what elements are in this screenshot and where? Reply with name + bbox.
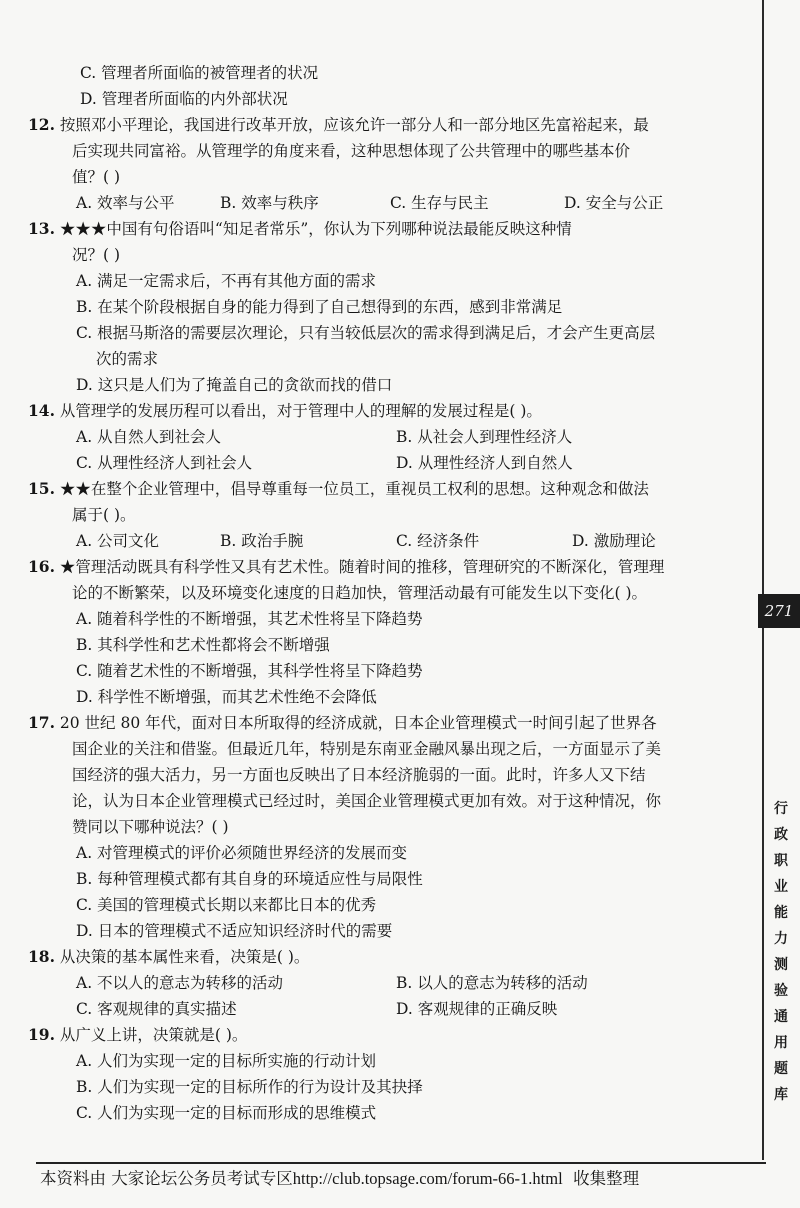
q18-text-1: 从决策的基本属性来看，决策是( )。 — [59, 948, 310, 966]
q13-option-b: B. 在某个阶段根据自身的能力得到了自己想得到的东西，感到非常满足 — [76, 298, 563, 316]
q14-text-1: 从管理学的发展历程可以看出，对于管理中人的理解的发展过程是( )。 — [59, 402, 542, 420]
q18-option-c: C. 客观规律的真实描述 — [76, 1000, 237, 1018]
q18-option-b: B. 以人的意志为转移的活动 — [396, 974, 588, 992]
q17-option-c: C. 美国的管理模式长期以来都比日本的优秀 — [76, 896, 377, 914]
book-title-vertical — [766, 796, 796, 1108]
q12-option-c: C. 生存与民主 — [390, 194, 489, 212]
q17-stem-1 — [28, 710, 657, 736]
q17-option-d: D. 日本的管理模式不适应知识经济时代的需要 — [76, 922, 393, 940]
q16-text-1: ★管理活动既具有科学性又具有艺术性。随着时间的推移，管理研究的不断深化，管理理 — [59, 558, 665, 576]
q11-option-c: C. 管理者所面临的被管理者的状况 — [80, 64, 319, 82]
q17-stem-4: 论，认为日本企业管理模式已经过时，美国企业管理模式更加有效。对于这种情况，你 — [72, 792, 662, 810]
q19-number: 19. — [28, 1025, 55, 1044]
footer-rule — [36, 1162, 766, 1164]
q16-option-d: D. 科学性不断增强，而其艺术性绝不会降低 — [76, 688, 377, 706]
footer-suffix: 收集整理 — [573, 1169, 640, 1188]
book-title-text: 行 政 职 业 能 力 测 验 通 用 题 库 — [774, 801, 788, 1103]
page-edge-rule — [762, 0, 764, 1160]
q13-text-1: ★★★中国有句俗语叫“知足者常乐”，你认为下列哪种说法最能反映这种情 — [59, 220, 572, 238]
q16-option-b: B. 其科学性和艺术性都将会不断增强 — [76, 636, 330, 654]
q17-stem-5: 赞同以下哪种说法？( ) — [72, 818, 229, 836]
q17-text-1: 20 世纪 80 年代，面对日本所取得的经济成就，日本企业管理模式一时间引起了世界各 — [59, 714, 657, 732]
q18-number: 18. — [28, 947, 55, 966]
q15-number: 15. — [28, 479, 55, 498]
q19-option-a: A. 人们为实现一定的目标所实施的行动计划 — [76, 1052, 377, 1070]
q17-stem-2: 国企业的关注和借鉴。但最近几年，特别是东南亚金融风暴出现之后，一方面显示了美 — [72, 740, 662, 758]
q12-stem-1 — [28, 112, 649, 138]
q13-option-a: A. 满足一定需求后，不再有其他方面的需求 — [76, 272, 377, 290]
q12-option-a: A. 效率与公平 — [76, 194, 175, 212]
q12-option-d: D. 安全与公正 — [564, 194, 664, 212]
q13-stem-2: 况？( ) — [72, 246, 121, 264]
q16-option-c: C. 随着艺术性的不断增强，其科学性将呈下降趋势 — [76, 662, 423, 680]
q13-number: 13. — [28, 219, 55, 238]
q14-stem-1 — [28, 398, 542, 424]
q19-option-b: B. 人们为实现一定的目标所作的行为设计及其抉择 — [76, 1078, 423, 1096]
q16-option-a: A. 随着科学性的不断增强，其艺术性将呈下降趋势 — [76, 610, 423, 628]
q14-option-c: C. 从理性经济人到社会人 — [76, 454, 253, 472]
q13-stem-1 — [28, 216, 572, 242]
q17-option-b: B. 每种管理模式都有其自身的环境适应性与局限性 — [76, 870, 423, 888]
q16-number: 16. — [28, 557, 55, 576]
q12-option-b: B. 效率与秩序 — [220, 194, 319, 212]
q19-stem-1 — [28, 1022, 247, 1048]
footer-note — [40, 1166, 764, 1192]
q15-option-c: C. 经济条件 — [396, 532, 480, 550]
q19-option-c: C. 人们为实现一定的目标而形成的思维模式 — [76, 1104, 377, 1122]
q18-stem-1 — [28, 944, 309, 970]
q15-option-b: B. 政治手腕 — [220, 532, 304, 550]
q12-stem-2: 后实现共同富裕。从管理学的角度来看，这种思想体现了公共管理中的哪些基本价 — [72, 142, 631, 160]
q12-text-1: 按照邓小平理论，我国进行改革开放，应该允许一部分人和一部分地区先富裕起来，最 — [59, 116, 649, 134]
q15-text-1: ★★在整个企业管理中，倡导尊重每一位员工，重视员工权利的思想。这种观念和做法 — [59, 480, 649, 498]
q17-option-a: A. 对管理模式的评价必须随世界经济的发展而变 — [76, 844, 408, 862]
q14-number: 14. — [28, 401, 55, 420]
q13-option-d: D. 这只是人们为了掩盖自己的贪欲而找的借口 — [76, 376, 393, 394]
q15-stem-2: 属于( )。 — [72, 506, 136, 524]
q17-stem-3: 国经济的强大活力，另一方面也反映出了日本经济脆弱的一面。此时，许多人又下结 — [72, 766, 646, 784]
footer-prefix: 本资料由 大家论坛公务员考试专区 — [40, 1169, 293, 1188]
q16-stem-1 — [28, 554, 664, 580]
q16-stem-2: 论的不断繁荣，以及环境变化速度的日趋加快，管理活动最有可能发生以下变化( )。 — [72, 584, 648, 602]
q15-stem-1 — [28, 476, 649, 502]
q19-text-1: 从广义上讲，决策就是( )。 — [59, 1026, 248, 1044]
q18-option-a: A. 不以人的意志为转移的活动 — [76, 974, 284, 992]
q12-stem-3: 值？( ) — [72, 168, 121, 186]
q13-option-c-1: C. 根据马斯洛的需要层次理论，只有当较低层次的需求得到满足后，才会产生更高层 — [76, 324, 656, 342]
q14-option-d: D. 从理性经济人到自然人 — [396, 454, 573, 472]
q14-option-b: B. 从社会人到理性经济人 — [396, 428, 573, 446]
q11-option-d: D. 管理者所面临的内外部状况 — [80, 90, 288, 108]
q15-option-a: A. 公司文化 — [76, 532, 160, 550]
q13-option-c-2: 次的需求 — [96, 350, 159, 368]
q12-number: 12. — [28, 115, 55, 134]
page-number-tab: 271 — [758, 594, 800, 628]
q14-option-a: A. 从自然人到社会人 — [76, 428, 222, 446]
q18-option-d: D. 客观规律的正确反映 — [396, 1000, 558, 1018]
q17-number: 17. — [28, 713, 55, 732]
q15-option-d: D. 激励理论 — [572, 532, 656, 550]
footer-url-link[interactable]: http://club.topsage.com/forum-66-1.html — [292, 1169, 563, 1188]
